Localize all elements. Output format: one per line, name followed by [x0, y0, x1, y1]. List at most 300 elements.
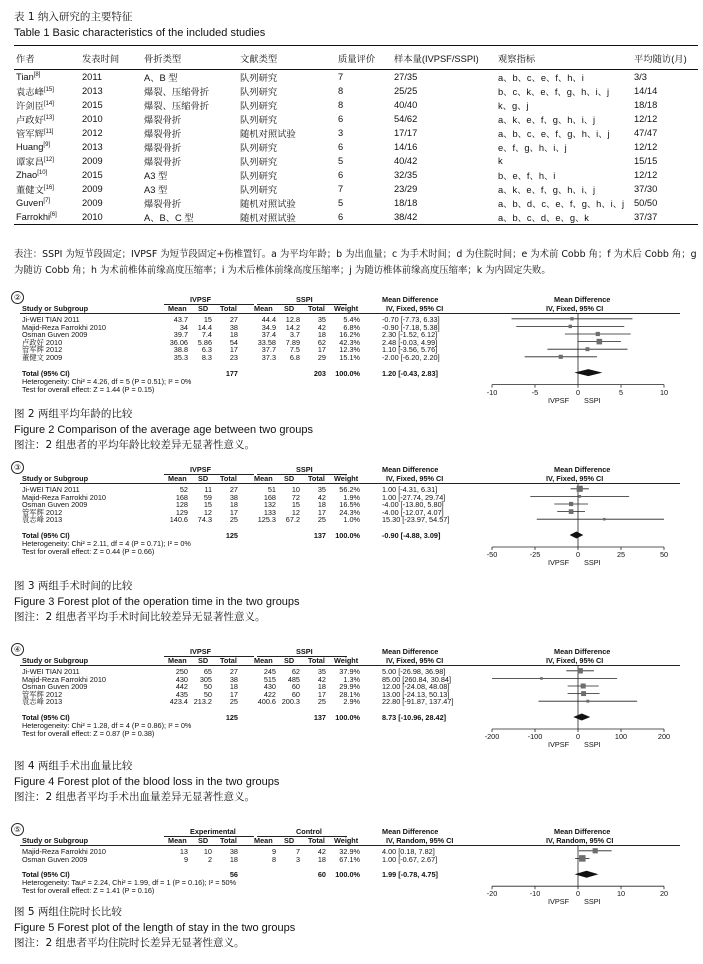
effect-ci: 13.00 [-24.13, 50.13] — [382, 689, 450, 699]
ctrl-mean: 132 — [263, 500, 276, 510]
ctrl-total: 18 — [317, 682, 326, 692]
characteristics-table — [14, 45, 698, 225]
col-exp-sd: SD — [198, 836, 209, 845]
col-ctrl-sd: SD — [284, 474, 295, 483]
cell-sample: 18/18 — [394, 198, 418, 208]
reference-number: [6] — [50, 211, 57, 218]
exp-total: 17 — [229, 507, 238, 517]
col-ci-method-right: IV, Fixed, 95% CI — [546, 474, 604, 483]
weight: 67.1% — [339, 854, 360, 864]
weight: 37.9% — [339, 667, 360, 676]
cell-followup: 18/18 — [634, 100, 658, 110]
ctrl-group-label: SSPI — [296, 295, 313, 304]
col-exp-total: Total — [220, 474, 237, 483]
exp-sd: 5.86 — [197, 337, 212, 347]
md-header-right: Mean Difference — [554, 647, 611, 656]
ctrl-total: 17 — [317, 345, 326, 355]
cell-fracture-type: 爆裂骨折 — [144, 143, 182, 153]
study-point — [597, 339, 603, 345]
cell-outcomes: a、k、e、f、g、h、i、j — [498, 115, 596, 125]
weight: 1.3% — [343, 674, 360, 684]
col-exp-mean: Mean — [168, 656, 187, 665]
study-point — [577, 486, 583, 492]
col-ctrl-total: Total — [308, 836, 325, 845]
x-tick-label: 0 — [575, 889, 581, 899]
col-ctrl-total: Total — [308, 304, 325, 313]
effect-ci: -0.90 [-7.18, 5.38] — [382, 322, 440, 332]
ctrl-group-label: Control — [296, 827, 322, 836]
cell-design: 队列研究 — [240, 101, 278, 111]
total-label: Total (95% CI) — [22, 368, 70, 378]
weight: 16.2% — [339, 330, 360, 340]
exp-sd: 15 — [203, 315, 212, 324]
exp-group-label: IVPSF — [190, 295, 212, 304]
col-ctrl-mean: Mean — [254, 304, 273, 313]
col-ci-method: IV, Random, 95% CI — [386, 836, 454, 845]
table-row — [14, 70, 698, 85]
exp-sd: 50 — [203, 682, 212, 692]
effect-ci: 12.00 [-24.08, 48.08] — [382, 682, 450, 692]
overall-effect-text: Test for overall effect: Z = 1.44 (P = 0.15) — [22, 384, 155, 394]
cell-sample: 17/17 — [394, 128, 418, 138]
study-name: Majid-Reza Farrokhi 2010 — [22, 674, 106, 684]
effect-ci: 85.00 [260.84, 30.84] — [382, 674, 451, 684]
heterogeneity-text: Heterogeneity: Chi² = 4.26, df = 5 (P = 0.51); I² = 0% — [22, 376, 192, 386]
author-name: 许剑臣 — [16, 101, 44, 111]
ctrl-group-label: SSPI — [296, 647, 313, 656]
axis-label-left: IVPSF — [548, 740, 570, 749]
exp-sd: 8.3 — [201, 353, 212, 362]
cell-quality: 8 — [338, 100, 344, 110]
cell-design: 随机对照试验 — [240, 129, 296, 139]
table-note-line-1: 表注：SSPI 为短节段固定；IVPSF 为短节段固定+伤椎置钉。a 为平均年龄；b 为出血量；c 为手术时间；d 为住院时间；e 为术前 Cobb 角；f 为术后 Cobb 角；g — [14, 249, 697, 260]
exp-total: 38 — [229, 492, 238, 502]
exp-mean: 35.3 — [173, 353, 188, 362]
exp-group-label: Experimental — [190, 827, 236, 836]
author-name: 管军辉 — [16, 129, 44, 139]
ctrl-mean: 422 — [263, 689, 276, 699]
md-header-right: Mean Difference — [554, 465, 611, 474]
study-name: Ji-WEI TIAN 2011 — [22, 315, 80, 324]
table-caption-cn: 表 1 纳入研究的主要特征 — [14, 11, 133, 23]
study-name: Ji-WEI TIAN 2011 — [22, 667, 80, 676]
x-tick-label: 50 — [659, 550, 669, 559]
study-name: 袁志峰 2013 — [22, 697, 63, 707]
col-ctrl-total: Total — [308, 656, 325, 665]
axis-label-left: IVPSF — [548, 395, 570, 405]
cell-fracture-type: 爆裂骨折 — [144, 129, 182, 139]
reference-number: [16] — [43, 184, 54, 191]
weight: 1.0% — [343, 515, 360, 525]
cell-outcomes: k、g、j — [498, 101, 529, 111]
weight: 1.9% — [343, 492, 360, 502]
ctrl-total: 17 — [317, 689, 326, 699]
x-tick-label: 10 — [616, 889, 626, 899]
total-exp-n: 177 — [225, 368, 238, 378]
cell-design: 队列研究 — [240, 143, 278, 153]
cell-outcomes: a、b、c、e、f、h、i — [498, 73, 584, 83]
total-label: Total (95% CI) — [22, 713, 70, 722]
overall-effect-text: Test for overall effect: Z = 1.41 (P = 0.16) — [22, 886, 155, 896]
axis-label-right: SSPI — [584, 897, 601, 907]
col-exp-sd: SD — [198, 656, 209, 665]
exp-total: 17 — [229, 345, 238, 355]
total-ci: 1.20 [-0.43, 2.83] — [382, 368, 438, 378]
exp-mean: 128 — [175, 500, 188, 510]
exp-mean: 39.7 — [173, 330, 188, 340]
table-row — [14, 126, 698, 140]
exp-sd: 305 — [199, 674, 212, 684]
cell-quality: 7 — [338, 184, 344, 194]
table-caption-en: Table 1 Basic characteristics of the included studies — [14, 27, 266, 39]
cell-design: 队列研究 — [240, 87, 278, 97]
table-row — [14, 112, 698, 126]
ctrl-total: 18 — [317, 854, 326, 864]
author-name: 谭家昌 — [16, 157, 44, 167]
exp-group-label: IVPSF — [190, 465, 212, 474]
forest-plot-graphic — [14, 292, 698, 402]
cell-year: 2011 — [82, 72, 102, 82]
total-exp-n: 125 — [225, 531, 238, 540]
col-author: 作者 — [14, 46, 80, 70]
cell-sample: 54/62 — [394, 114, 418, 124]
col-weight: Weight — [334, 304, 359, 313]
pooled-diamond — [570, 532, 584, 539]
total-weight: 100.0% — [335, 531, 360, 540]
ctrl-sd: 10 — [291, 485, 300, 494]
cell-quality: 6 — [338, 114, 344, 124]
exp-sd: 213.2 — [193, 697, 212, 707]
col-outcomes: 观察指标 — [496, 46, 632, 70]
x-tick-label: 5 — [618, 387, 624, 397]
total-ctrl-n: 137 — [313, 713, 326, 722]
forest-plot-graphic — [14, 462, 698, 572]
effect-ci: -4.00 [-12.07, 4.07] — [382, 507, 444, 517]
col-ci-method: IV, Fixed, 95% CI — [386, 474, 444, 483]
cell-sample: 23/29 — [394, 184, 418, 194]
ctrl-sd: 60 — [291, 689, 300, 699]
table-body — [14, 70, 698, 225]
exp-total: 25 — [229, 515, 238, 525]
ctrl-sd: 3.7 — [289, 330, 300, 340]
ctrl-total: 42 — [317, 847, 326, 856]
cell-fracture-type: 爆裂、压缩骨折 — [144, 87, 210, 97]
effect-ci: 5.00 [-26.98, 36.98] — [382, 667, 446, 676]
total-exp-n: 125 — [225, 713, 238, 722]
study-point — [540, 677, 543, 680]
ctrl-mean: 37.4 — [261, 330, 276, 340]
axis-label-right: SSPI — [584, 395, 601, 405]
cell-quality: 6 — [336, 210, 392, 225]
total-label: Total (95% CI) — [22, 870, 70, 880]
col-exp-sd: SD — [198, 304, 209, 313]
ctrl-mean: 34.9 — [261, 322, 276, 332]
ctrl-total: 35 — [317, 667, 326, 676]
exp-mean: 36.06 — [169, 337, 188, 347]
exp-mean: 13 — [179, 847, 188, 856]
weight: 12.3% — [339, 345, 360, 355]
panel-number: ④ — [11, 643, 24, 656]
cell-design: 随机对照试验 — [240, 199, 296, 209]
exp-sd: 65 — [203, 667, 212, 676]
overall-effect-text: Test for overall effect: Z = 0.44 (P = 0.66) — [22, 547, 155, 556]
x-tick-label: -5 — [531, 387, 539, 397]
exp-total: 18 — [229, 330, 238, 340]
x-tick-label: 100 — [614, 732, 628, 741]
x-tick-label: -100 — [527, 732, 543, 741]
effect-ci: 1.00 [-4.31, 6.31] — [382, 485, 438, 494]
study-name: 管军辉 2012 — [22, 507, 63, 517]
exp-total: 18 — [229, 500, 238, 510]
ctrl-mean: 33.58 — [257, 337, 276, 347]
study-name: Osman Guven 2009 — [22, 682, 88, 692]
ctrl-sd: 67.2 — [285, 515, 300, 525]
exp-sd: 2 — [207, 854, 212, 864]
weight: 28.1% — [339, 689, 360, 699]
total-ci: 1.99 [-0.78, 4.75] — [382, 870, 438, 880]
table-row — [14, 196, 698, 210]
exp-total: 38 — [229, 322, 238, 332]
figure-caption-cn: 图 5 两组住院时长比较 — [14, 906, 122, 918]
cell-year: 2010 — [80, 210, 142, 225]
effect-ci: 15.30 [-23.97, 54.57] — [382, 515, 450, 525]
x-tick-label: 0 — [575, 387, 581, 397]
weight: 16.5% — [339, 500, 360, 510]
exp-total: 18 — [229, 682, 238, 692]
exp-sd: 50 — [203, 689, 212, 699]
weight: 32.9% — [339, 847, 360, 856]
cell-design: 随机对照试验 — [238, 210, 336, 225]
cell-year: 2010 — [82, 114, 103, 124]
study-name: Ji-WEI TIAN 2011 — [22, 485, 80, 494]
col-exp-mean: Mean — [168, 304, 187, 313]
ctrl-mean: 125.3 — [257, 515, 276, 525]
col-weight: Weight — [334, 836, 359, 845]
table-row — [14, 140, 698, 154]
x-tick-label: -50 — [486, 550, 498, 559]
ctrl-group-label: SSPI — [296, 465, 313, 474]
table-row — [14, 84, 698, 98]
cell-quality: 5 — [338, 156, 344, 166]
figure-caption-note: 图注：2 组患者平均住院时长差异无显著性意义。 — [14, 937, 245, 949]
ctrl-mean: 515 — [263, 674, 276, 684]
cell-followup: 12/12 — [634, 170, 658, 180]
cell-design: 队列研究 — [240, 185, 278, 195]
cell-sample: 40/42 — [394, 156, 418, 166]
figure-caption-cn: 图 2 两组平均年龄的比较 — [14, 408, 133, 420]
weight: 5.4% — [343, 315, 360, 324]
exp-mean: 129 — [175, 507, 188, 517]
ctrl-sd: 14.2 — [285, 322, 300, 332]
cell-fracture-type: A、B、C 型 — [142, 210, 238, 225]
table-note — [14, 247, 698, 279]
x-tick-label: -200 — [484, 732, 500, 741]
cell-author — [14, 112, 80, 126]
x-tick-label: -20 — [486, 889, 498, 899]
md-header: Mean Difference — [382, 465, 439, 474]
exp-total: 17 — [229, 689, 238, 699]
exp-total: 27 — [229, 315, 238, 324]
col-study: Study or Subgroup — [22, 304, 89, 313]
exp-sd: 10 — [203, 847, 212, 856]
panel-number: ③ — [11, 461, 24, 474]
exp-mean: 38.8 — [173, 345, 188, 355]
effect-ci: 1.10 [-3.56, 5.76] — [382, 345, 438, 355]
forest-plot — [13, 292, 698, 405]
study-name: Majid-Reza Farrokhi 2010 — [22, 322, 106, 332]
ctrl-total: 17 — [317, 507, 326, 517]
col-study: Study or Subgroup — [22, 474, 89, 483]
total-label: Total (95% CI) — [22, 531, 70, 540]
x-tick-label: -10 — [486, 387, 498, 397]
table-note-line-2: 为随访 Cobb 角；h 为术前椎体前缘高度压缩率；i 为术后椎体前缘高度压缩率；j 为随访椎体前缘高度压缩率；k 为内固定失败。 — [14, 265, 551, 276]
exp-total: 18 — [229, 854, 238, 864]
cell-author — [14, 182, 80, 196]
ctrl-sd: 12 — [291, 507, 300, 517]
cell-year: 2013 — [82, 142, 103, 152]
figure-caption-en: Figure 5 Forest plot of the length of stay in the two groups — [14, 922, 296, 934]
col-exp-total: Total — [220, 836, 237, 845]
ctrl-mean: 44.4 — [261, 315, 276, 324]
col-followup: 平均随访(月) — [632, 46, 698, 70]
study-name: 董健文 2009 — [22, 353, 63, 362]
study-name: Osman Guven 2009 — [22, 854, 88, 864]
cell-sample: 38/42 — [392, 210, 496, 225]
cell-outcomes: a、b、c、e、f、g、h、i、j — [498, 129, 610, 139]
md-header: Mean Difference — [382, 295, 439, 304]
col-study: Study or Subgroup — [22, 656, 89, 665]
forest-plot — [14, 644, 698, 754]
exp-sd: 12 — [203, 507, 212, 517]
study-name: Osman Guven 2009 — [22, 500, 88, 510]
axis-label-left: IVPSF — [548, 558, 570, 567]
ctrl-sd: 6.8 — [289, 353, 300, 362]
exp-group-label: IVPSF — [190, 647, 212, 656]
study-point — [569, 325, 572, 328]
table-header-row — [14, 46, 698, 70]
table-row — [14, 182, 698, 196]
cell-quality: 5 — [338, 198, 344, 208]
weight: 2.9% — [343, 697, 360, 707]
ctrl-total: 25 — [317, 515, 326, 525]
cell-outcomes: b、e、f、h、i — [498, 171, 556, 181]
x-tick-label: 10 — [659, 387, 669, 397]
col-ctrl-sd: SD — [284, 656, 295, 665]
cell-followup: 37/30 — [634, 184, 658, 194]
cell-fracture-type: 爆裂骨折 — [144, 157, 182, 167]
effect-ci: -0.70 [-7.73, 6.33] — [382, 315, 440, 324]
total-ctrl-n: 137 — [313, 531, 326, 540]
forest-plot — [14, 462, 698, 572]
cell-design: 队列研究 — [240, 157, 278, 167]
study-point — [569, 502, 573, 506]
pooled-diamond — [573, 714, 590, 721]
cell-fracture-type: 爆裂、压缩骨折 — [144, 101, 210, 111]
col-ctrl-mean: Mean — [254, 656, 273, 665]
effect-ci: -2.00 [-6.20, 2.20] — [382, 353, 440, 362]
exp-total: 23 — [229, 353, 238, 362]
exp-mean: 250 — [175, 667, 188, 676]
exp-total: 27 — [229, 667, 238, 676]
cell-design: 队列研究 — [240, 171, 278, 181]
author-name: Huang — [16, 142, 44, 153]
cell-fracture-type: A3 型 — [144, 171, 168, 181]
table-row — [14, 154, 698, 168]
ctrl-sd: 485 — [287, 674, 300, 684]
col-ctrl-total: Total — [308, 474, 325, 483]
study-point — [578, 495, 581, 498]
cell-outcomes: a、k、e、f、g、h、i、j — [498, 185, 596, 195]
exp-mean: 34 — [179, 322, 188, 332]
cell-fracture-type: A、B 型 — [144, 73, 178, 83]
reference-number: [8] — [33, 71, 41, 78]
ctrl-sd: 7.5 — [289, 345, 300, 355]
table-row — [14, 210, 698, 225]
ctrl-total: 25 — [317, 697, 326, 707]
cell-year: 2015 — [82, 100, 103, 110]
cell-followup: 12/12 — [634, 114, 658, 124]
ctrl-total: 35 — [317, 485, 326, 494]
exp-sd: 74.3 — [197, 515, 212, 525]
total-weight: 100.0% — [335, 713, 360, 722]
study-name: Osman Guven 2009 — [22, 330, 88, 340]
author-name: 董健文 — [16, 185, 44, 195]
axis-label-right: SSPI — [584, 558, 601, 567]
total-ci: -0.90 [-4.88, 3.09] — [382, 531, 441, 540]
ctrl-total: 42 — [317, 322, 326, 332]
weight: 24.3% — [339, 507, 360, 517]
study-name: Majid-Reza Farrokhi 2010 — [22, 492, 106, 502]
md-header: Mean Difference — [382, 647, 439, 656]
cell-fracture-type: 爆裂骨折 — [144, 199, 182, 209]
reference-number: [15] — [43, 86, 54, 93]
weight: 6.8% — [343, 322, 360, 332]
cell-author — [14, 168, 80, 182]
cell-outcomes: a、b、d、c、e、f、g、h、i、j — [498, 199, 625, 209]
author-name: Zhao — [16, 170, 38, 181]
figure-caption-note: 图注：2 组患者的平均年龄比较差异无显著性意义。 — [14, 439, 256, 451]
ctrl-total: 18 — [317, 330, 326, 340]
ctrl-mean: 430 — [263, 682, 276, 692]
col-ci-method: IV, Fixed, 95% CI — [386, 304, 444, 313]
exp-mean: 423.4 — [169, 697, 188, 707]
col-ci-method-right: IV, Fixed, 95% CI — [546, 656, 604, 665]
cell-followup: 14/14 — [634, 86, 658, 96]
heterogeneity-text: Heterogeneity: Chi² = 1.28, df = 4 (P = 0.86); I² = 0% — [22, 721, 192, 730]
ctrl-sd: 200.3 — [281, 697, 300, 707]
cell-outcomes: k — [498, 156, 503, 166]
ctrl-mean: 51 — [267, 485, 276, 494]
cell-followup: 47/47 — [634, 128, 658, 138]
study-name: 管军辉 2012 — [22, 345, 63, 355]
reference-number: [14] — [43, 100, 54, 107]
exp-total: 27 — [229, 485, 238, 494]
exp-total: 54 — [229, 337, 238, 347]
col-exp-sd: SD — [198, 474, 209, 483]
figure-caption-note: 图注：2 组患者平均手术出血量差异无显著性意义。 — [14, 791, 256, 803]
cell-author — [14, 154, 80, 168]
exp-sd: 14.4 — [197, 322, 212, 332]
figure-caption-en: Figure 4 Forest plot of the blood loss in the two groups — [14, 776, 280, 788]
cell-quality: 7 — [338, 72, 344, 82]
exp-mean: 43.7 — [173, 315, 188, 324]
total-weight: 100.0% — [335, 368, 360, 378]
exp-total: 25 — [229, 697, 238, 707]
cell-design: 队列研究 — [240, 115, 278, 125]
ctrl-sd: 62 — [291, 667, 300, 676]
cell-year: 2009 — [82, 198, 103, 208]
overall-effect-text: Test for overall effect: Z = 0.87 (P = 0.38) — [22, 729, 155, 738]
